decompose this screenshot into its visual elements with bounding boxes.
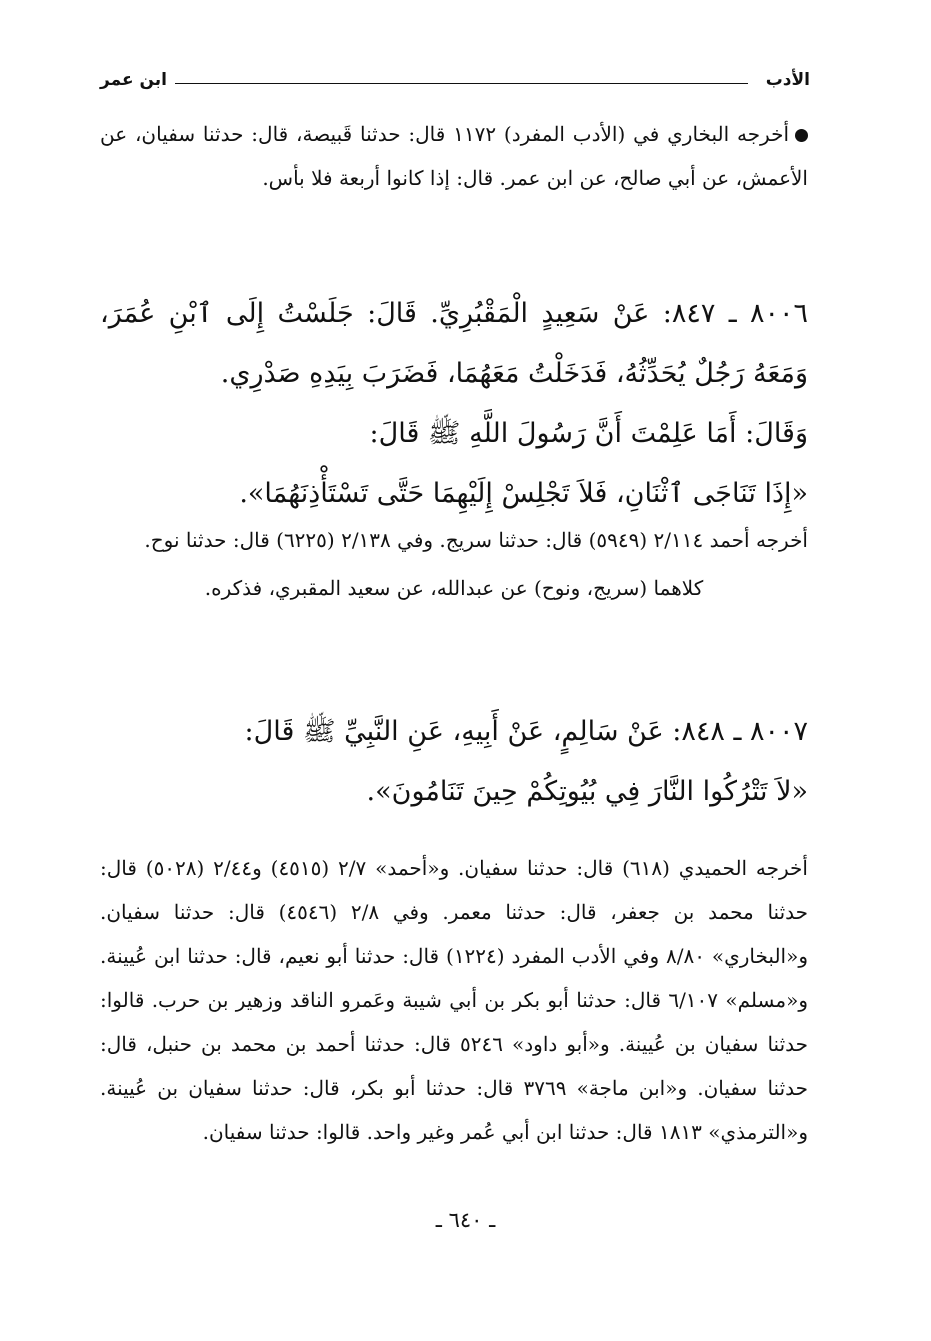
hadith-8007-text: ٨٠٠٧ ـ ٨٤٨: عَنْ سَالِمٍ، عَنْ أَبِيهِ، عَنِ النَّبِيِّ ﷺ قَالَ: bbox=[244, 716, 808, 747]
hadith-8006-continuation: وَقَالَ: أَمَا عَلِمْتَ أَنَّ رَسُولَ اللَّهِ ﷺ قَالَ: bbox=[369, 418, 808, 449]
hadith-8007 bbox=[100, 702, 808, 822]
narrator-title: ابن عمر bbox=[100, 70, 168, 90]
running-header bbox=[100, 70, 810, 96]
hadith-8006 bbox=[100, 284, 808, 524]
takhrij-note-1 bbox=[100, 112, 808, 200]
takhrij-note-2 bbox=[100, 518, 808, 610]
section-title: الأدب bbox=[765, 70, 810, 90]
takhrij-note-3 bbox=[100, 846, 808, 1154]
page-number: ـ ٦٤٠ ـ bbox=[435, 1208, 496, 1232]
hadith-8007-matn: «لاَ تَتْرُكُوا النَّارَ فِي بُيُوتِكُمْ حِينَ تَنَامُونَ». bbox=[366, 776, 808, 807]
takhrij-note-2-summary: كلاهما (سريج، ونوح) عن عبدالله، عن سعيد المقبري، فذكره. bbox=[204, 576, 704, 600]
hadith-8006-text: ٨٠٠٦ ـ ٨٤٧: عَنْ سَعِيدٍ الْمَقْبُرِيِّ. قَالَ: جَلَسْتُ إِلَى ٱبْنِ عُمَرَ، وَمَعَهُ رَجُلٌ يُحَدِّثُهُ، فَدَخَلْتُ مَعَهُمَا، فَضَرَبَ بِيَدِهِ صَدْرِي. bbox=[100, 298, 809, 389]
bullet-icon bbox=[795, 129, 808, 142]
takhrij-note-1-text: أخرجه البخاري في (الأدب المفرد) ١١٧٢ قال: حدثنا قَبيصة، قال: حدثنا سفيان، عن الأعمش، عن أبي صالح، عن ابن عمر. قال: إذا كانوا أربعة فلا بأس. bbox=[100, 122, 808, 190]
takhrij-note-3-text: أخرجه الحميدي (٦١٨) قال: حدثنا سفيان. و«أحمد» ٢/٧ (٤٥١٥) و٢/٤٤ (٥٠٢٨) قال: حدثنا محمد بن جعفر، قال: حدثنا معمر. وفي ٢/٨ (٤٥٤٦) قال: حدثنا سفيان. و«البخاري» ٨/٨٠ وفي الأدب المفرد (١٢٢٤) قال: حدثنا أبو نعيم، قال: حدثنا ابن عُيينة. و«مسلم» ٦/١٠٧ قال: حدثنا أبو بكر بن أبي شيبة وعَمرو الناقد وزهير بن حرب. قالوا: حدثنا سفيان بن عُيينة. و«أبو داود» ٥٢٤٦ قال: حدثنا أحمد بن محمد بن حنبل، قال: حدثنا سفيان. و«ابن ماجة» ٣٧٦٩ قال: حدثنا أبو بكر، قال: حدثنا سفيان بن عُيينة. و«الترمذي» ١٨١٣ قال: حدثنا ابن أبي عُمر وغير واحد. قالوا: حدثنا سفيان. bbox=[100, 856, 809, 1144]
hadith-8006-matn: «إِذَا تَنَاجَى ٱثْنَانِ، فَلاَ تَجْلِسْ إِلَيْهِمَا حَتَّى تَسْتَأْذِنَهُمَا». bbox=[239, 478, 808, 509]
header-rule bbox=[175, 83, 748, 84]
takhrij-note-2-text: أخرجه أحمد ٢/١١٤ (٥٩٤٩) قال: حدثنا سريج. وفي ٢/١٣٨ (٦٢٢٥) قال: حدثنا نوح. bbox=[144, 528, 808, 552]
